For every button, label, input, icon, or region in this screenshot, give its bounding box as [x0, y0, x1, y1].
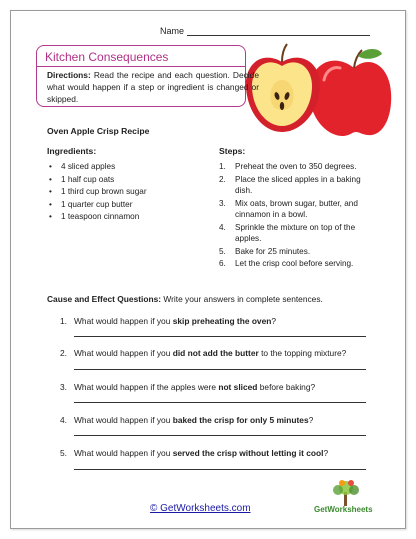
- question-number: 5.: [60, 448, 67, 458]
- step-number: 1.: [219, 162, 226, 171]
- question-text-end: to the topping mixture?: [258, 348, 347, 358]
- question-text-end: ?: [308, 415, 314, 425]
- logo-text-get: Get: [314, 505, 328, 514]
- question-text: What would happen if you: [74, 415, 173, 425]
- step-number: 4.: [219, 222, 226, 232]
- title-divider: [37, 66, 245, 67]
- answer-line-3[interactable]: [74, 402, 366, 403]
- step-text: Let the crisp cool before serving.: [235, 259, 354, 268]
- question-emphasis: served the crisp without letting it cool: [172, 448, 324, 458]
- step-text: Bake for 25 minutes.: [235, 246, 311, 256]
- whole-apple-icon: [309, 49, 391, 136]
- list-item: [219, 258, 369, 270]
- questions-heading-text: Write your answers in complete sentences.: [161, 294, 323, 304]
- question-text: What would happen if you: [74, 316, 173, 326]
- step-number: 6.: [219, 259, 226, 268]
- answer-line-2[interactable]: [74, 369, 366, 370]
- answer-line-1[interactable]: [74, 336, 366, 337]
- tree-icon: [314, 478, 378, 508]
- list-item: • 1 half cup oats: [47, 174, 147, 187]
- step-number: 5.: [219, 246, 226, 256]
- question-4: [60, 415, 370, 425]
- question-3: [60, 382, 370, 392]
- directions-text: Read the recipe and each question. Decide what would happen if a step or ingredient is changed or skipped.: [47, 70, 259, 104]
- step-text: Place the sliced apples in a baking dish.: [235, 174, 361, 195]
- question-text: What would happen if you: [74, 448, 173, 458]
- directions-label: Directions:: [47, 70, 91, 80]
- question-text-end: ?: [271, 316, 277, 326]
- name-row: [160, 26, 370, 36]
- question-number: 2.: [60, 348, 67, 358]
- step-number: 3.: [219, 198, 226, 208]
- apple-illustration: [242, 40, 392, 140]
- question-1: [60, 316, 370, 326]
- list-item: [219, 222, 369, 245]
- list-item: [219, 161, 369, 173]
- list-item: • 4 sliced apples: [47, 161, 147, 174]
- question-2: [60, 348, 370, 358]
- answer-line-4[interactable]: [74, 435, 366, 436]
- list-item: • 1 quarter cup butter: [47, 199, 147, 212]
- step-text: Mix oats, brown sugar, butter, and cinnamon in a bowl.: [235, 198, 358, 219]
- question-emphasis: baked the crisp for only 5 minutes: [172, 415, 309, 425]
- question-text: What would happen if you: [74, 348, 173, 358]
- copyright-link[interactable]: © GetWorksheets.com: [150, 503, 251, 514]
- directions: [47, 69, 259, 105]
- step-text: Preheat the oven to 350 degrees.: [235, 162, 357, 171]
- question-text-end: before baking?: [257, 382, 316, 392]
- list-item: [219, 174, 369, 197]
- question-emphasis: did not add the butter: [172, 348, 259, 358]
- list-item: [219, 246, 369, 258]
- steps-list: [219, 161, 369, 271]
- step-number: 2.: [219, 174, 226, 184]
- ingredients-list: [47, 161, 147, 224]
- list-item: [219, 198, 369, 221]
- question-5: [60, 448, 370, 458]
- question-number: 4.: [60, 415, 67, 425]
- question-number: 3.: [60, 382, 67, 392]
- ingredients-heading: Ingredients:: [47, 146, 97, 156]
- steps-heading: Steps:: [219, 146, 246, 156]
- getworksheets-logo: [314, 478, 378, 518]
- logo-text-worksheets: Worksheets: [327, 505, 373, 514]
- name-line[interactable]: [187, 26, 370, 36]
- recipe-title: Oven Apple Crisp Recipe: [47, 126, 150, 136]
- question-emphasis: skip preheating the oven: [172, 316, 272, 326]
- questions-heading: [47, 294, 387, 304]
- question-number: 1.: [60, 316, 67, 326]
- logo-text: [314, 505, 373, 514]
- step-text: Sprinkle the mixture on top of the apples.: [235, 222, 356, 243]
- question-emphasis: not sliced: [218, 382, 258, 392]
- question-text: What would happen if the apples were: [74, 382, 219, 392]
- worksheet-title: Kitchen Consequences: [45, 50, 169, 64]
- questions-heading-label: Cause and Effect Questions:: [47, 294, 162, 304]
- list-item: • 1 teaspoon cinnamon: [47, 211, 147, 224]
- question-text-end: ?: [323, 448, 329, 458]
- list-item: • 1 third cup brown sugar: [47, 186, 147, 199]
- name-label: Name: [160, 26, 185, 36]
- answer-line-5[interactable]: [74, 469, 366, 470]
